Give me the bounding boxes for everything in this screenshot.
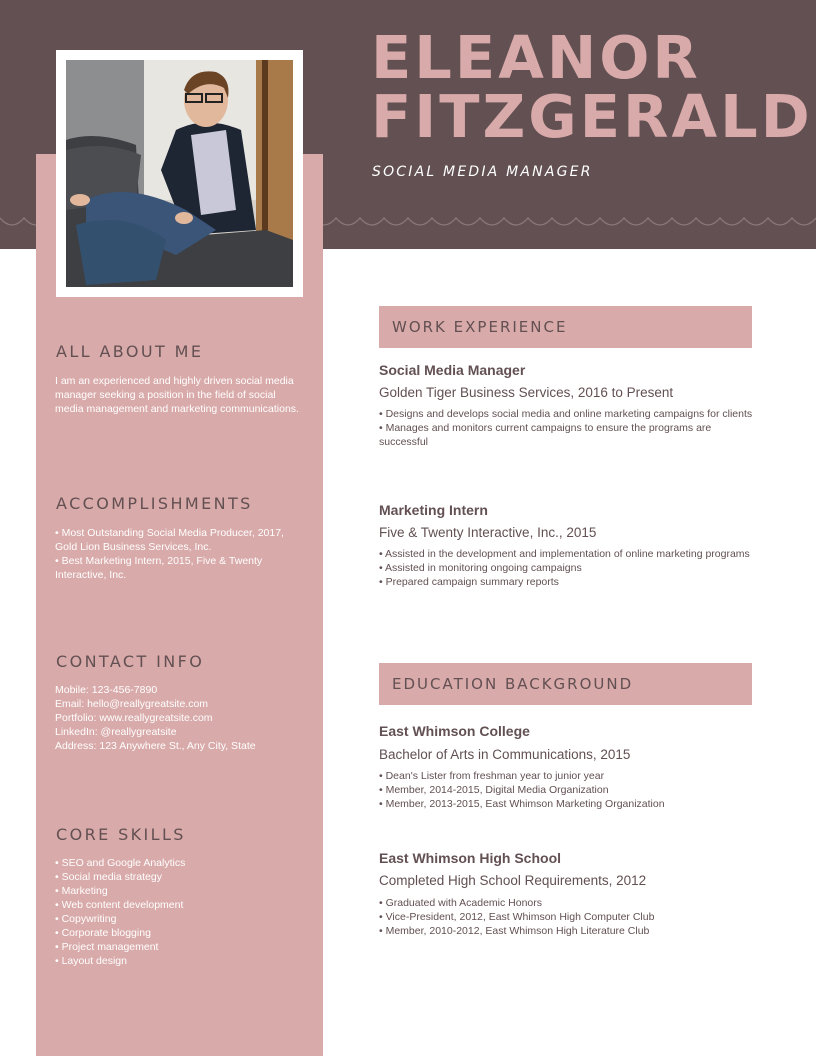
- work-experience-header: [379, 306, 752, 348]
- skill-item: • SEO and Google Analytics: [55, 857, 186, 869]
- work-experience-heading: WORK EXPERIENCE: [392, 318, 568, 336]
- school-name: East Whimson College: [379, 723, 530, 739]
- job-bullet: • Manages and monitors current campaigns to ensure the programs are successful: [379, 422, 712, 448]
- contact-address: Address: 123 Anywhere St., Any City, State: [55, 740, 256, 752]
- education-header: [379, 663, 752, 705]
- skill-item: • Copywriting: [55, 913, 117, 925]
- school-bullet: • Member, 2014-2015, Digital Media Organization: [379, 784, 609, 796]
- about-heading: ALL ABOUT ME: [56, 342, 204, 361]
- first-name: ELEANOR: [371, 23, 701, 92]
- skills-list: [55, 856, 305, 968]
- contact-portfolio[interactable]: Portfolio: www.reallygreatsite.com: [55, 712, 213, 724]
- job-bullet: • Assisted in the development and implementation of online marketing programs: [379, 548, 750, 560]
- skill-item: • Corporate blogging: [55, 927, 151, 939]
- school-bullet: • Member, 2010-2012, East Whimson High Literature Club: [379, 925, 650, 937]
- skill-item: • Layout design: [55, 955, 127, 967]
- job-company: Five & Twenty Interactive, Inc., 2015: [379, 525, 597, 540]
- accomplishments-list: [55, 526, 305, 582]
- accomplishments-heading: ACCOMPLISHMENTS: [56, 494, 253, 513]
- education-heading: EDUCATION BACKGROUND: [392, 675, 634, 693]
- school-bullets: [379, 769, 757, 811]
- job-company: Golden Tiger Business Services, 2016 to Present: [379, 385, 674, 400]
- last-name: FITZGERALD: [371, 82, 813, 151]
- school-bullet: • Member, 2013-2015, East Whimson Marketing Organization: [379, 798, 665, 810]
- profile-photo: [66, 60, 293, 287]
- contact-heading: CONTACT INFO: [56, 652, 205, 671]
- skill-item: • Social media strategy: [55, 871, 162, 883]
- job-bullets: [379, 547, 757, 589]
- job-bullet: • Prepared campaign summary reports: [379, 576, 559, 588]
- school-degree: Bachelor of Arts in Communications, 2015: [379, 747, 631, 762]
- job-title-entry: Marketing Intern: [379, 502, 488, 518]
- job-title: SOCIAL MEDIA MANAGER: [372, 164, 593, 180]
- job-bullet: • Assisted in monitoring ongoing campaigns: [379, 562, 582, 574]
- school-bullet: • Dean's Lister from freshman year to junior year: [379, 770, 605, 782]
- about-text: I am an experienced and highly driven social media manager seeking a position in the field of social media management and marketing communications.: [55, 375, 299, 415]
- contact-mobile: Mobile: 123-456-7890: [55, 684, 158, 696]
- school-bullet: • Vice-President, 2012, East Whimson High Computer Club: [379, 911, 655, 923]
- profile-photo-frame: [56, 50, 303, 297]
- job-bullets: [379, 407, 757, 449]
- contact-email[interactable]: Email: hello@reallygreatsite.com: [55, 698, 209, 710]
- school-name: East Whimson High School: [379, 850, 562, 866]
- skills-heading: CORE SKILLS: [56, 825, 186, 844]
- skill-item: • Project management: [55, 941, 159, 953]
- school-bullet: • Graduated with Academic Honors: [379, 897, 543, 909]
- school-bullets: [379, 896, 757, 938]
- skill-item: • Web content development: [55, 899, 184, 911]
- job-title-entry: Social Media Manager: [379, 362, 526, 378]
- accomplishment-item: • Most Outstanding Social Media Producer, 2017, Gold Lion Business Services, Inc.: [55, 527, 284, 553]
- contact-list: [55, 683, 305, 753]
- accomplishment-item: • Best Marketing Intern, 2015, Five & Twenty Interactive, Inc.: [55, 555, 263, 581]
- job-bullet: • Designs and develops social media and online marketing campaigns for clients: [379, 408, 753, 420]
- contact-linkedin[interactable]: LinkedIn: @reallygreatsite: [55, 726, 177, 738]
- skill-item: • Marketing: [55, 885, 108, 897]
- school-degree: Completed High School Requirements, 2012: [379, 873, 647, 888]
